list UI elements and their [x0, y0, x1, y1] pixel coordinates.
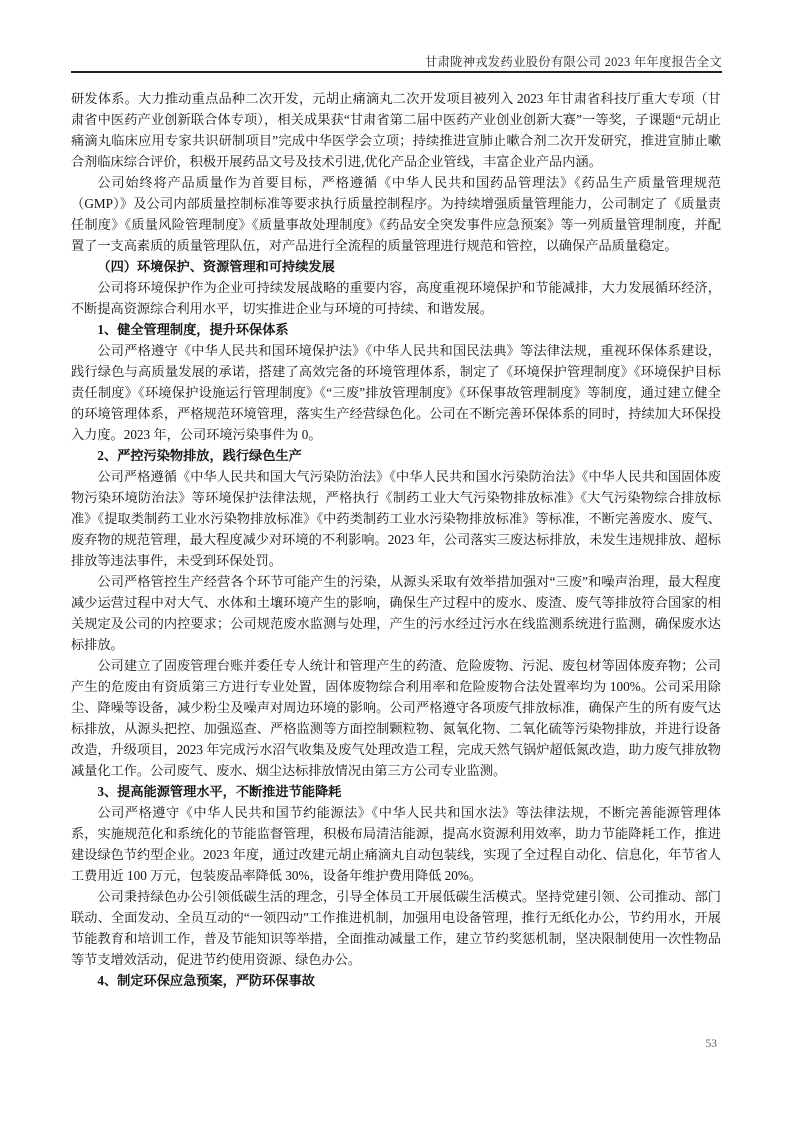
- paragraph-green-office: 公司秉持绿色办公引领低碳生活的理念，引导全体员工开展低碳生活模式。坚持党建引领、公司推动、部门联动、全面发动、全员互动的“一领四动”工作推进机制，加强用电设备管理，推行无纸化办公，节约用水，开展节能教育和培训工作，普及节能知识等举措，全面推动减量工作，建立节约奖惩机制，坚决限制使用一次性物品等节支增效活动，促进节约使用资源、绿色办公。: [71, 889, 721, 967]
- document-body: [71, 88, 721, 991]
- paragraph-env-strategy: 公司将环境保护作为企业可持续发展战略的重要内容，高度重视环境保护和节能减排，大力发展循环经济，不断提高资源综合利用水平，切实推进企业与环境的可持续、和谐发展。: [71, 280, 721, 316]
- heading-3-energy-management: 3、提高能源管理水平，不断推进节能降耗: [97, 784, 342, 799]
- paragraph-quality-management: 公司始终将产品质量作为首要目标，严格遵循《中华人民共和国药品管理法》《药品生产质量管理规范（GMP）》及公司内部质量控制标准等要求执行质量控制程序。为持续增强质量管理能力，公司制定了《质量责任制度》《质量风险管理制度》《质量事故处理制度》《药品安全突发事件应急预案》等一列质量管理制度，并配置了一支高素质的质量管理队伍，对产品进行全流程的质量管理进行规范和管控，以确保产品质量稳定。: [71, 175, 721, 253]
- heading-section-4-environment: （四）环境保护、资源管理和可持续发展: [97, 259, 335, 274]
- header-divider: [71, 71, 722, 73]
- heading-1-management-system: 1、健全管理制度，提升环保体系: [97, 322, 289, 337]
- paragraph-pollution-laws: 公司严格遵循《中华人民共和国大气污染防治法》《中华人民共和国水污染防治法》《中华人民共和国固体废物污染环境防治法》等环境保护法律法规，严格执行《制药工业大气污染物排放标准》《大气污染物综合排放标准》《提取类制药工业水污染物排放标准》《中药类制药工业水污染物排放标准》等标准，不断完善废水、废气、废弃物的规范管理，最大程度减少对环境的不利影响。2023 年，公司落实三废达标排放，未发生违规排放、超标排放等违法事件，未受到环保处罚。: [71, 469, 721, 568]
- paragraph-pollution-management: 公司严格管控生产经营各个环节可能产生的污染，从源头采取有效举措加强对“三废”和噪声治理，最大程度减少运营过程中对大气、水体和土壤环境产生的影响，确保生产过程中的废水、废渣、废气等排放符合国家的相关规定及公司的内控要求；公司规范废水监测与处理，产生的污水经过污水在线监测系统进行监测，确保废水达标排放。: [71, 574, 721, 652]
- heading-4-emergency-plan: 4、制定环保应急预案，严防环保事故: [97, 973, 315, 988]
- report-header-title: 甘肃陇神戎发药业股份有限公司 2023 年年度报告全文: [424, 55, 722, 69]
- paragraph-rd-system-continuation: 研发体系。大力推动重点品种二次开发，元胡止痛滴丸二次开发项目被列入 2023 年甘肃省科技厅重大专项（甘肃省中医药产业创新联合体专项），相关成果获“甘肃省第二届中医药产业创业创新大赛”一等奖，子课题“元胡止痛滴丸临床应用专家共识研制项目”完成中华医学会立项；持续推进宣肺止嗽合剂二次开发研究，推进宣肺止嗽合剂临床综合评价，积极开展药品文号及技术引进,优化产品企业管线，丰富企业产品内涵。: [71, 91, 721, 169]
- page-number: 53: [705, 1038, 717, 1050]
- paragraph-solid-waste: 公司建立了固废管理台账并委任专人统计和管理产生的药渣、危险废物、污泥、废包材等固体废弃物；公司产生的危废由有资质第三方进行专业处置，固体废物综合利用率和危险废物合法处置率均为 100%。公司采用除尘、降噪等设备，减少粉尘及噪声对周边环境的影响。公司严格遵守各项废气排放标准，确保产生的所有废气达标排放，从源头把控、加强巡查、严格监测等方面控制颗粒物、氮氧化物、二氧化硫等污染物排放，并进行设备改造，升级项目，2023 年完成污水沼气收集及废气处理改造工程，完成天然气锅炉超低氮改造，助力废气排放物减量化工作。公司废气、废水、烟尘达标排放情况由第三方公司专业监测。: [71, 658, 721, 778]
- heading-2-pollution-control: 2、严控污染物排放，践行绿色生产: [97, 448, 302, 463]
- paragraph-env-legal-compliance: 公司严格遵守《中华人民共和国环境保护法》《中华人民共和国民法典》等法律法规，重视环保体系建设，践行绿色与高质量发展的承诺，搭建了高效完备的环境管理体系，制定了《环境保护管理制度》《环境保护目标责任制度》《环境保护设施运行管理制度》《“三废”排放管理制度》《环保事故管理制度》等制度，通过建立健全的环境管理体系，严格规范环境管理，落实生产经营绿色化。公司在不断完善环保体系的同时，持续加大环保投入力度。2023 年，公司环境污染事件为 0。: [71, 343, 721, 442]
- paragraph-energy-saving: 公司严格遵守《中华人民共和国节约能源法》《中华人民共和国水法》等法律法规，不断完善能源管理体系，实施规范化和系统化的节能监督管理，积极布局清洁能源，提高水资源利用效率，助力节能降耗工作，推进建设绿色节约型企业。2023 年度，通过改建元胡止痛滴丸自动包装线，实现了全过程自动化、信息化，年节省人工费用近 100 万元，包装废品率降低 30%，设备年维护费用降低 20%。: [71, 805, 721, 883]
